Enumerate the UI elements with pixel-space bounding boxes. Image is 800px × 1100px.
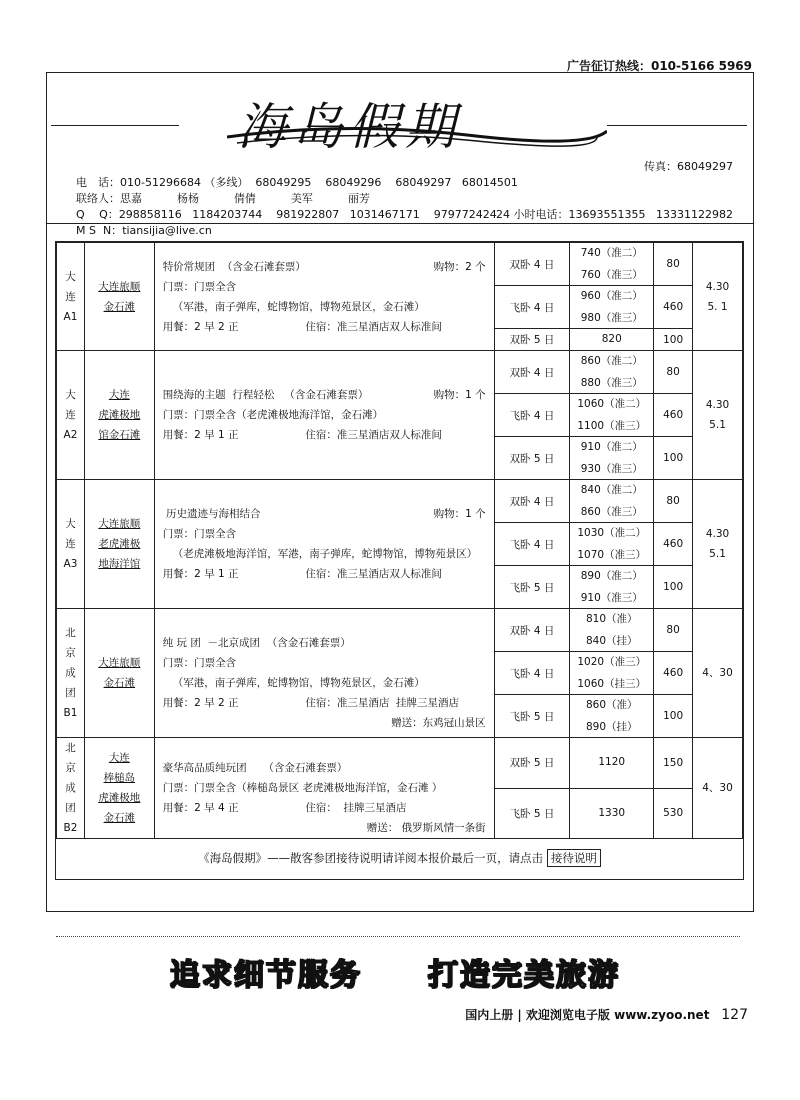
description-line: [163, 277, 486, 297]
price-line: 890（准二）: [580, 570, 643, 582]
tour-name-link[interactable]: 大连旅顺: [98, 280, 141, 293]
price-line: 880（准三）: [570, 372, 653, 393]
price-line: 860（准）: [585, 699, 638, 711]
description-line: [163, 798, 486, 818]
phone-label: 电 话：: [75, 176, 120, 189]
tour-code-part: 团: [65, 802, 76, 814]
tour-code: [57, 480, 85, 609]
tour-code: [57, 351, 85, 480]
msn-row: [55, 207, 745, 237]
footer-note: [56, 839, 743, 879]
logo-rule-right: [607, 125, 747, 126]
child-price: 80: [654, 480, 693, 523]
transport-type: 双卧 5 日: [494, 437, 570, 480]
table-row: [57, 351, 743, 394]
child-price: 460: [654, 523, 693, 566]
tour-description: [154, 738, 494, 839]
fax-number: 传真：68049297: [644, 160, 733, 173]
description-line: [163, 653, 486, 673]
tour-code-part: 连: [65, 409, 76, 421]
description-text: 门票：门票全含（棒槌岛景区 老虎滩极地海洋馆，金石滩 ）: [162, 782, 443, 794]
description-line: [163, 633, 486, 653]
adult-price: [570, 566, 654, 609]
tour-code-part: 北: [65, 742, 76, 754]
tour-code-part: 北: [65, 627, 76, 639]
adult-price: [570, 394, 654, 437]
tour-code: [57, 243, 85, 351]
tour-code-part: 连: [65, 538, 76, 550]
description-extra: 购物：1 个: [433, 389, 486, 401]
price-line: 840（准二）: [580, 484, 643, 496]
child-price: 100: [654, 566, 693, 609]
adult-price: [570, 609, 654, 652]
departure-dates: [693, 351, 743, 480]
slogan-left: 追求细节服务: [170, 958, 362, 993]
child-price: 80: [654, 609, 693, 652]
description-text: 用餐：2 早 1 正 住宿：准三星酒店双人标准间: [162, 568, 442, 580]
tour-name-link[interactable]: 金石滩: [103, 677, 136, 689]
adult-price: [570, 243, 654, 286]
departure-date: 5. 1: [707, 300, 728, 313]
description-line: [163, 524, 486, 544]
phone-row: [55, 159, 745, 189]
ad-hotline: 广告征订热线：010-5166 5969: [566, 59, 752, 73]
child-price: 460: [654, 394, 693, 437]
description-line: [163, 385, 486, 405]
transport-type: 双卧 4 日: [494, 351, 570, 394]
tour-table-wrap: [55, 241, 744, 880]
contacts-names: 思嘉 杨杨 倩倩 美军 丽芳: [119, 192, 370, 205]
tour-name-link[interactable]: 金石滩: [103, 300, 136, 313]
departure-date: 4、30: [702, 782, 733, 794]
description-text: 门票：门票全含: [162, 657, 237, 669]
price-line: 820: [601, 333, 622, 345]
price-line: 810（准）: [585, 613, 638, 625]
tour-name[interactable]: [84, 738, 154, 839]
description-text: 用餐：2 早 4 正 住宿： 挂牌三星酒店: [162, 802, 407, 814]
departure-date: 5.1: [709, 419, 726, 431]
adult-price: [570, 738, 654, 789]
price-line: 860（准二）: [580, 355, 643, 367]
transport-type: 飞卧 5 日: [494, 788, 570, 839]
price-line: 1120: [598, 756, 626, 769]
tour-code-part: 大: [65, 389, 76, 401]
tour-code-part: B1: [63, 707, 78, 719]
tour-name-link[interactable]: 金石滩: [103, 812, 136, 824]
price-line: 960（准二）: [580, 290, 643, 302]
tour-code-part: 大: [65, 518, 76, 530]
transport-type: 飞卧 5 日: [494, 695, 570, 738]
departure-dates: [693, 609, 743, 738]
price-line: 930（准三）: [570, 458, 653, 479]
transport-type: 双卧 4 日: [494, 609, 570, 652]
tour-name-link[interactable]: 大连旅顺: [98, 657, 141, 669]
child-price: 530: [654, 788, 693, 839]
description-text: 门票：门票全含（老虎滩极地海洋馆，金石滩）: [162, 409, 384, 421]
footer-site-text: 国内上册 | 欢迎浏览电子版 www.zyoo.net: [465, 1008, 710, 1022]
price-line: 840（挂）: [570, 630, 653, 651]
departure-date: 4.30: [705, 528, 730, 540]
tour-code-part: 连: [65, 290, 76, 303]
tour-name-link[interactable]: 虎滩极地: [98, 409, 141, 421]
price-line: 890（挂）: [570, 716, 653, 737]
description-line: [163, 405, 486, 425]
description-line: [163, 425, 486, 445]
tour-name[interactable]: [84, 243, 154, 351]
description-line: [163, 564, 486, 584]
child-price: 460: [654, 286, 693, 329]
adult-price: [570, 351, 654, 394]
description-extra: 购物：2 个: [433, 260, 486, 273]
msn-address: tiansijia@live.cn: [122, 224, 212, 237]
tour-code-part: A3: [63, 558, 78, 570]
child-price: 100: [654, 329, 693, 351]
hotline-24h: 24 小时电话：13693551355 13331122982: [496, 208, 733, 221]
transport-type: 飞卧 4 日: [494, 286, 570, 329]
price-line: 1020（准三）: [577, 656, 647, 668]
departure-date: 4.30: [705, 280, 730, 293]
tour-code-part: A1: [63, 310, 78, 323]
logo-swoosh-icon: [227, 123, 607, 147]
child-price: 100: [654, 695, 693, 738]
phone-numbers: 010-51296684 （多线） 68049295 68049296 68049297 68014501: [119, 176, 518, 189]
description-line: [163, 257, 486, 277]
departure-date: 5.1: [709, 548, 726, 560]
tour-code-part: 成: [65, 667, 76, 679]
description-line: [163, 778, 486, 798]
table-row: [57, 480, 743, 523]
tour-name-link[interactable]: 虎滩极地: [98, 792, 141, 804]
tour-name[interactable]: [84, 480, 154, 609]
departure-dates: [693, 738, 743, 839]
tour-description: [154, 480, 494, 609]
logo-title: 海岛假期: [237, 98, 461, 156]
description-line: [163, 317, 486, 337]
description-text: 特价常规团 （含金石滩套票）: [162, 260, 306, 273]
tour-code-part: 成: [65, 782, 76, 794]
transport-type: 飞卧 4 日: [494, 394, 570, 437]
description-extra: 赠送：东鸡冠山景区: [391, 717, 486, 729]
description-line: [163, 504, 486, 524]
transport-type: 双卧 4 日: [494, 243, 570, 286]
price-line: 760（准三）: [570, 264, 653, 285]
tour-name-link[interactable]: 馆金石滩: [98, 429, 141, 441]
tour-description: [154, 351, 494, 480]
tour-code-part: 团: [65, 687, 76, 699]
tour-name-link[interactable]: 大连旅顺: [98, 518, 141, 530]
qq-numbers: 298858116 1184203744 981922807 1031467171 979772424: [118, 208, 497, 221]
price-line: 910（准二）: [580, 441, 643, 453]
page-footer: [465, 1006, 748, 1023]
price-line: 1100（准三）: [570, 415, 653, 436]
msn-label: M S N：: [75, 224, 123, 237]
description-text: 围绕海的主题 行程轻松 （含金石滩套票）: [162, 389, 369, 401]
adult-price: [570, 437, 654, 480]
tour-name-link[interactable]: 地海洋馆: [98, 558, 141, 570]
tour-description: [154, 609, 494, 738]
adult-price: [570, 329, 654, 351]
description-line: [163, 297, 486, 317]
price-line: 1070（准三）: [570, 544, 653, 565]
adult-price: [570, 286, 654, 329]
adult-price: [570, 695, 654, 738]
page-frame: [46, 72, 754, 912]
description-extra: 赠送： 俄罗斯风情一条街: [366, 822, 486, 834]
transport-type: 飞卧 5 日: [494, 566, 570, 609]
description-text: 历史遗迹与海相结合: [162, 508, 261, 520]
price-line: 1030（准二）: [577, 527, 647, 539]
page-number: 127: [721, 1007, 748, 1023]
tour-name-link[interactable]: 棒槌岛: [103, 772, 136, 784]
child-price: 80: [654, 351, 693, 394]
tour-code-part: 京: [65, 647, 76, 659]
adult-price: [570, 652, 654, 695]
tour-description: [154, 243, 494, 351]
table-row: [57, 609, 743, 652]
price-line: 1060（准二）: [577, 398, 647, 410]
divider: [47, 223, 753, 224]
tour-code-part: B2: [63, 822, 78, 834]
description-line: [163, 673, 486, 693]
adult-price: [570, 523, 654, 566]
description-text: 纯 玩 团 －北京成团 （含金石滩套票）: [162, 637, 351, 649]
child-price: 80: [654, 243, 693, 286]
price-line: 980（准三）: [570, 307, 653, 328]
price-line: 910（准三）: [570, 587, 653, 608]
tour-name-link[interactable]: 大连: [108, 389, 130, 401]
description-text: 门票：门票全含: [162, 528, 237, 540]
tour-code-part: 京: [65, 762, 76, 774]
contacts-label: 联络人：: [75, 192, 120, 205]
tour-name-link[interactable]: 大连: [108, 752, 130, 764]
tour-name-link[interactable]: 老虎滩极: [98, 538, 141, 550]
child-price: 100: [654, 437, 693, 480]
transport-type: 双卧 4 日: [494, 480, 570, 523]
departure-dates: [693, 480, 743, 609]
tour-code: [57, 738, 85, 839]
transport-type: 飞卧 4 日: [494, 652, 570, 695]
transport-type: 双卧 5 日: [494, 329, 570, 351]
tour-code-part: A2: [63, 429, 78, 441]
price-line: 1330: [598, 806, 626, 819]
contacts-row: [55, 175, 745, 205]
tour-code: [57, 609, 85, 738]
contact-block: [55, 159, 745, 237]
qq-label: Q Q：: [75, 208, 119, 221]
transport-type: 双卧 5 日: [494, 738, 570, 789]
child-price: 460: [654, 652, 693, 695]
slogan-right: 打造完美旅游: [428, 958, 620, 993]
description-text: 门票：门票全含: [162, 280, 237, 293]
price-line: 740（准二）: [580, 247, 643, 259]
tour-name[interactable]: [84, 609, 154, 738]
description-extra: 购物：1 个: [433, 508, 486, 520]
description-text: （老虎滩极地海洋馆，军港，南子弹库，蛇博物馆，博物苑景区）: [162, 548, 478, 560]
description-text: 用餐：2 早 2 正 住宿：准三星酒店双人标准间: [162, 320, 442, 333]
tour-table: [56, 242, 743, 839]
logo-area: [47, 73, 752, 159]
child-price: 150: [654, 738, 693, 789]
description-text: （军港，南子弹库，蛇博物馆，博物苑景区，金石滩）: [162, 677, 425, 689]
table-row: [57, 738, 743, 789]
description-line: [163, 758, 486, 778]
dotted-divider: [56, 936, 740, 937]
description-text: 用餐：2 早 2 正 住宿：准三星酒店 挂牌三星酒店: [162, 697, 459, 709]
description-text: 豪华高品质纯玩团 （含金石滩套票）: [162, 762, 348, 774]
price-line: 860（准三）: [570, 501, 653, 522]
description-text: （军港，南子弹库，蛇博物馆，博物苑景区，金石滩）: [162, 300, 425, 313]
departure-date: 4、30: [702, 667, 733, 679]
adult-price: [570, 788, 654, 839]
footer-note-text: 《海岛假期》——散客参团接待说明请详阅本报价最后一页，请点击: [198, 851, 544, 865]
departure-dates: [693, 243, 743, 351]
description-line: [163, 693, 486, 713]
table-row: [57, 243, 743, 286]
adult-price: [570, 480, 654, 523]
tour-code-part: 大: [65, 270, 76, 283]
logo-rule-left: [51, 125, 179, 126]
transport-type: 飞卧 4 日: [494, 523, 570, 566]
tour-name[interactable]: [84, 351, 154, 480]
reception-notes-link[interactable]: 接待说明: [547, 849, 601, 867]
description-line: [163, 544, 486, 564]
description-text: 用餐：2 早 1 正 住宿：准三星酒店双人标准间: [162, 429, 442, 441]
departure-date: 4.30: [705, 399, 730, 411]
price-line: 1060（挂三）: [570, 673, 653, 694]
